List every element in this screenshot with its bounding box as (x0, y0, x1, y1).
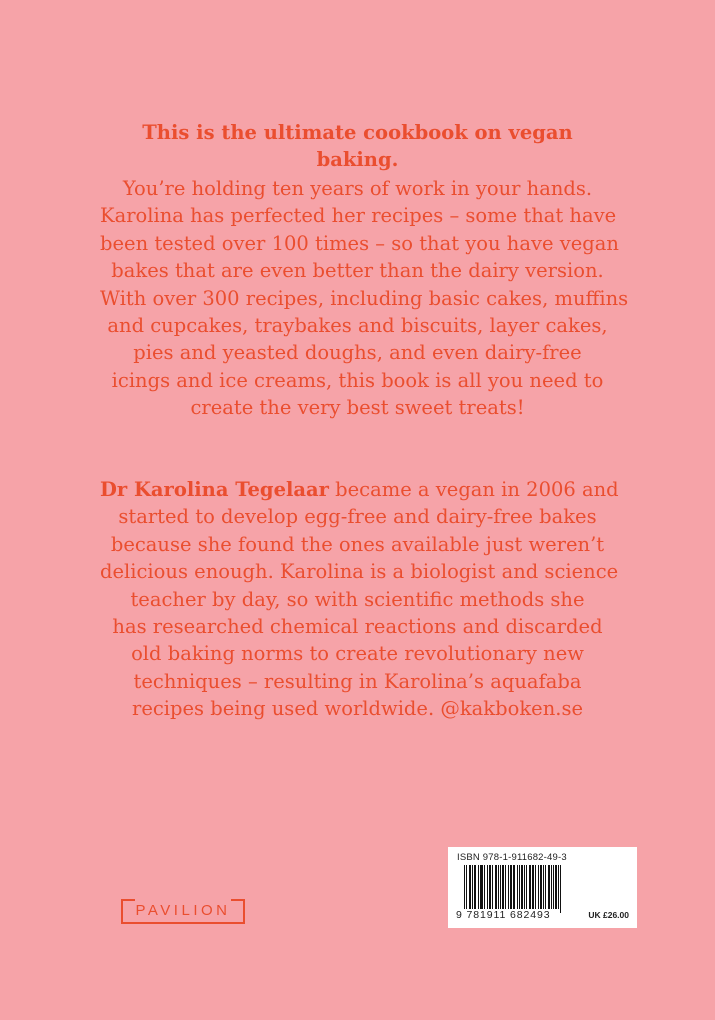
barcode-icon (464, 865, 562, 913)
barcode-bar (513, 865, 514, 913)
barcode-bar (521, 865, 522, 909)
barcode-bar (532, 865, 533, 909)
author-bio (100, 476, 619, 723)
barcode-bar (530, 865, 531, 909)
barcode-bar (502, 865, 503, 909)
bio-line: recipes being used worldwide. @kakboken.se (132, 697, 583, 721)
barcode-bar (490, 865, 491, 909)
barcode-bar (480, 865, 481, 909)
isbn-label: ISBN 978-1-911682-49-3 (457, 852, 567, 863)
barcode-bar (481, 865, 482, 909)
barcode-bar (508, 865, 509, 909)
barcode-bar (514, 865, 515, 913)
blurb-line: bakes that are even better than the dairy version. (111, 259, 604, 283)
barcode-bar (543, 865, 544, 909)
barcode-bar (503, 865, 504, 909)
barcode-bar (505, 865, 506, 909)
blurb-line: icings and ice creams, this book is all you need to (111, 368, 604, 392)
barcode-bar (548, 865, 549, 909)
blurb-line: pies and yeasted doughs, and even dairy-free (133, 341, 582, 365)
barcode-bar (484, 865, 485, 909)
barcode-bar (545, 865, 546, 909)
book-blurb (100, 175, 629, 422)
barcode-bar (500, 865, 501, 909)
barcode-bar (560, 865, 561, 913)
barcode-bar (489, 865, 490, 909)
barcode-bar (511, 865, 512, 913)
barcode-bar (510, 865, 511, 909)
barcode-bar (524, 865, 525, 909)
bio-line: teacher by day, so with scientific methods she (130, 587, 585, 611)
barcode-bar (541, 865, 542, 909)
blurb-line: Karolina has perfected her recipes – some that have (100, 204, 617, 228)
barcode-bar (553, 865, 554, 909)
barcode-bar (478, 865, 479, 909)
barcode-bar (469, 865, 470, 909)
barcode-bar (475, 865, 476, 909)
barcode-bar (470, 865, 471, 909)
blurb-line: been tested over 100 times – so that you have vegan (100, 231, 619, 255)
barcode-bar (526, 865, 527, 909)
price-label: UK £26.00 (588, 910, 629, 920)
barcode-bar (472, 865, 473, 909)
bio-first-line (100, 476, 619, 503)
barcode-bar (529, 865, 530, 909)
bio-line: because she found the ones available just weren’t (110, 532, 605, 556)
barcode-bar (540, 865, 541, 909)
blurb-line: You’re holding ten years of work in your hands. (122, 177, 593, 200)
barcode-bar (551, 865, 552, 909)
headline: This is the ultimate cookbook on vegan baking. (142, 121, 573, 172)
barcode-bar (556, 865, 557, 909)
bio-line: techniques – resulting in Karolina’s aquafaba (133, 669, 582, 693)
blurb-line: With over 300 recipes, including basic cakes, muffins (100, 286, 629, 310)
bio-line: has researched chemical reactions and discarded (112, 615, 603, 639)
barcode-bar (538, 865, 539, 909)
author-name: Dr Karolina Tegelaar (100, 478, 329, 501)
blurb-line: create the very best sweet treats! (190, 396, 525, 420)
barcode-bar (558, 865, 559, 909)
barcode-bar (466, 865, 467, 913)
barcode-bar (522, 865, 523, 909)
barcode-bar (549, 865, 550, 909)
bio-line: delicious enough. Karolina is a biologist and science (100, 560, 619, 584)
barcode-panel (448, 847, 637, 928)
bio-line: started to develop egg-free and dairy-free bakes (118, 505, 597, 529)
barcode-bar (519, 865, 520, 909)
bio-line-rest: became a vegan in 2006 and (328, 478, 619, 501)
barcode-bar (482, 865, 483, 909)
bio-line: old baking norms to create revolutionary new (131, 642, 584, 666)
barcode-bar (495, 865, 496, 909)
barcode-bar (517, 865, 518, 909)
barcode-bar (533, 865, 534, 909)
barcode-bar (474, 865, 475, 909)
barcode-bar (496, 865, 497, 909)
barcode-bar (498, 865, 499, 909)
barcode-digits: 9 781911 682493 (456, 909, 551, 921)
barcode-bar (555, 865, 556, 909)
barcode-bar (492, 865, 493, 909)
barcode-bar (464, 865, 465, 913)
blurb-line: and cupcakes, traybakes and biscuits, layer cakes, (107, 314, 608, 338)
barcode-bar (487, 865, 488, 909)
barcode-bar (535, 865, 536, 909)
publisher-logo: PAVILION (121, 899, 245, 924)
